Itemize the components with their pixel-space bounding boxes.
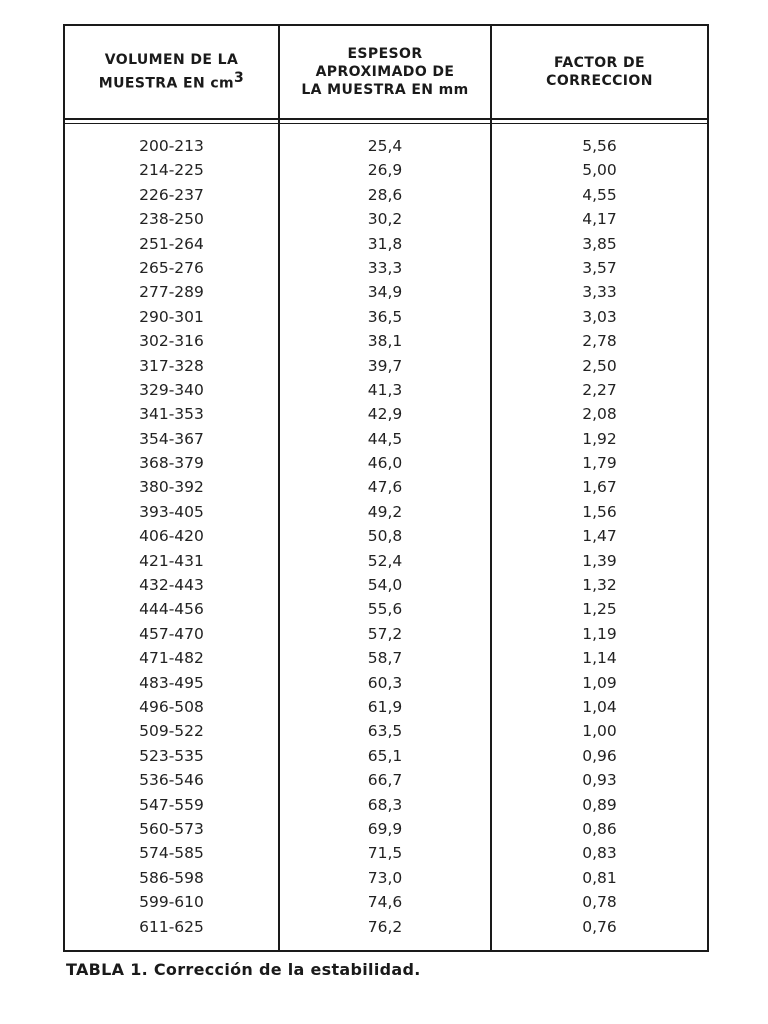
table-row <box>65 768 707 792</box>
volume-cell: 290-301 <box>139 307 204 326</box>
volume-cell: 471-482 <box>139 649 204 668</box>
table-row <box>65 280 707 304</box>
header-thickness-label: ESPESOR APROXIMADO DE LA MUESTRA EN mm <box>301 46 469 98</box>
volume-cell: 483-495 <box>139 673 204 692</box>
thickness-cell: 33,3 <box>367 258 403 277</box>
volume-cell: 444-456 <box>139 600 204 619</box>
table-body <box>65 134 707 939</box>
thickness-cell: 41,3 <box>367 380 403 399</box>
factor-cell: 0,83 <box>582 844 617 863</box>
volume-cell: 432-443 <box>139 576 204 595</box>
factor-cell: 4,55 <box>582 185 617 204</box>
factor-cell: 5,00 <box>582 161 617 180</box>
volume-cell: 611-625 <box>139 917 204 936</box>
thickness-cell: 71,5 <box>367 844 403 863</box>
factor-cell: 1,92 <box>582 429 617 448</box>
volume-cell: 421-431 <box>139 551 204 570</box>
volume-cell: 393-405 <box>139 502 204 521</box>
table-row <box>65 890 707 914</box>
factor-cell: 2,08 <box>582 405 617 424</box>
thickness-cell: 54,0 <box>367 576 403 595</box>
factor-cell: 3,57 <box>582 258 617 277</box>
table-row <box>65 597 707 621</box>
table-row <box>65 427 707 451</box>
thickness-cell: 52,4 <box>367 551 403 570</box>
volume-cell: 302-316 <box>139 332 204 351</box>
table-row <box>65 841 707 865</box>
thickness-cell: 65,1 <box>367 746 403 765</box>
volume-cell: 265-276 <box>139 258 204 277</box>
thickness-cell: 34,9 <box>367 283 403 302</box>
volume-cell: 200-213 <box>139 137 204 155</box>
thickness-cell: 30,2 <box>367 210 403 229</box>
table-row <box>65 329 707 353</box>
thickness-cell: 44,5 <box>367 429 403 448</box>
table-row <box>65 207 707 231</box>
volume-cell: 214-225 <box>139 161 204 180</box>
factor-cell: 0,76 <box>582 917 617 936</box>
thickness-cell: 42,9 <box>367 405 403 424</box>
factor-cell: 2,78 <box>582 332 617 351</box>
table-row <box>65 524 707 548</box>
factor-cell: 1,67 <box>582 478 617 497</box>
factor-cell: 2,27 <box>582 380 617 399</box>
factor-cell: 0,89 <box>582 795 617 814</box>
volume-cell: 560-573 <box>139 819 204 838</box>
table-row <box>65 915 707 939</box>
thickness-cell: 46,0 <box>367 454 403 473</box>
table-row <box>65 744 707 768</box>
thickness-cell: 74,6 <box>367 893 403 912</box>
factor-cell: 0,93 <box>582 771 617 790</box>
table-row <box>65 232 707 256</box>
table-row <box>65 305 707 329</box>
thickness-cell: 25,4 <box>367 137 403 155</box>
header-factor-label: FACTOR DE CORRECCION <box>546 55 653 89</box>
thickness-cell: 26,9 <box>367 161 403 180</box>
table-row <box>65 817 707 841</box>
thickness-cell: 57,2 <box>367 624 403 643</box>
volume-cell: 574-585 <box>139 844 204 863</box>
table-row <box>65 378 707 402</box>
header-volume-line2: MUESTRA EN cm <box>98 75 235 92</box>
table-row <box>65 402 707 426</box>
thickness-cell: 69,9 <box>367 819 403 838</box>
thickness-cell: 28,6 <box>367 185 403 204</box>
volume-cell: 509-522 <box>139 722 204 741</box>
thickness-cell: 36,5 <box>367 307 403 326</box>
table-caption: TABLA 1. Corrección de la estabilidad. <box>66 960 421 979</box>
volume-cell: 329-340 <box>139 380 204 399</box>
table-row <box>65 622 707 646</box>
table-row <box>65 500 707 524</box>
factor-cell: 1,14 <box>582 649 617 668</box>
factor-cell: 1,19 <box>582 624 617 643</box>
table-row <box>65 793 707 817</box>
volume-cell: 380-392 <box>139 478 204 497</box>
thickness-cell: 49,2 <box>367 502 403 521</box>
table-row <box>65 719 707 743</box>
volume-cell: 536-546 <box>139 771 204 790</box>
table-row <box>65 183 707 207</box>
thickness-cell: 55,6 <box>367 600 403 619</box>
volume-cell: 277-289 <box>139 283 204 302</box>
thickness-cell: 31,8 <box>367 234 403 253</box>
factor-cell: 1,09 <box>582 673 617 692</box>
volume-cell: 496-508 <box>139 697 204 716</box>
thickness-cell: 66,7 <box>367 771 403 790</box>
factor-cell: 1,39 <box>582 551 617 570</box>
factor-cell: 0,86 <box>582 819 617 838</box>
factor-cell: 0,81 <box>582 868 617 887</box>
thickness-cell: 63,5 <box>367 722 403 741</box>
thickness-cell: 50,8 <box>367 527 403 546</box>
header-thickness <box>280 26 490 118</box>
factor-cell: 3,33 <box>582 283 617 302</box>
thickness-cell: 39,7 <box>367 356 403 375</box>
table-row <box>65 671 707 695</box>
thickness-cell: 68,3 <box>367 795 403 814</box>
correction-table <box>63 24 709 952</box>
table-row <box>65 549 707 573</box>
thickness-cell: 58,7 <box>367 649 403 668</box>
factor-cell: 5,56 <box>582 137 617 155</box>
factor-cell: 0,96 <box>582 746 617 765</box>
volume-cell: 457-470 <box>139 624 204 643</box>
table-row <box>65 354 707 378</box>
factor-cell: 3,03 <box>582 307 617 326</box>
factor-cell: 1,32 <box>582 576 617 595</box>
header-divider <box>65 118 707 120</box>
table-row <box>65 451 707 475</box>
table-row <box>65 158 707 182</box>
volume-cell: 368-379 <box>139 454 204 473</box>
factor-cell: 0,78 <box>582 893 617 912</box>
header-volume <box>65 26 278 118</box>
table-row <box>65 646 707 670</box>
table-row <box>65 134 707 158</box>
table-row <box>65 256 707 280</box>
table-row <box>65 573 707 597</box>
volume-cell: 317-328 <box>139 356 204 375</box>
volume-cell: 599-610 <box>139 893 204 912</box>
factor-cell: 4,17 <box>582 210 617 229</box>
volume-cell: 341-353 <box>139 405 204 424</box>
factor-cell: 1,79 <box>582 454 617 473</box>
factor-cell: 1,00 <box>582 722 617 741</box>
thickness-cell: 60,3 <box>367 673 403 692</box>
thickness-cell: 76,2 <box>367 917 403 936</box>
factor-cell: 1,04 <box>582 697 617 716</box>
thickness-cell: 73,0 <box>367 868 403 887</box>
volume-cell: 406-420 <box>139 527 204 546</box>
factor-cell: 1,56 <box>582 502 617 521</box>
volume-cell: 547-559 <box>139 795 204 814</box>
volume-cell: 523-535 <box>139 746 204 765</box>
thickness-cell: 38,1 <box>367 332 403 351</box>
factor-cell: 3,85 <box>582 234 617 253</box>
volume-cell: 354-367 <box>139 429 204 448</box>
factor-cell: 1,47 <box>582 527 617 546</box>
table-row <box>65 475 707 499</box>
volume-cell: 238-250 <box>139 210 204 229</box>
volume-cell: 226-237 <box>139 185 204 204</box>
volume-cell: 586-598 <box>139 868 204 887</box>
header-divider-thin <box>65 123 707 124</box>
factor-cell: 1,25 <box>582 600 617 619</box>
volume-cell: 251-264 <box>139 234 204 253</box>
table-row <box>65 866 707 890</box>
header-factor <box>492 26 707 118</box>
thickness-cell: 47,6 <box>367 478 403 497</box>
header-volume-line1: VOLUMEN DE LA <box>104 52 239 69</box>
table-row <box>65 695 707 719</box>
header-volume-superscript: 3 <box>234 70 245 87</box>
thickness-cell: 61,9 <box>367 697 403 716</box>
factor-cell: 2,50 <box>582 356 617 375</box>
